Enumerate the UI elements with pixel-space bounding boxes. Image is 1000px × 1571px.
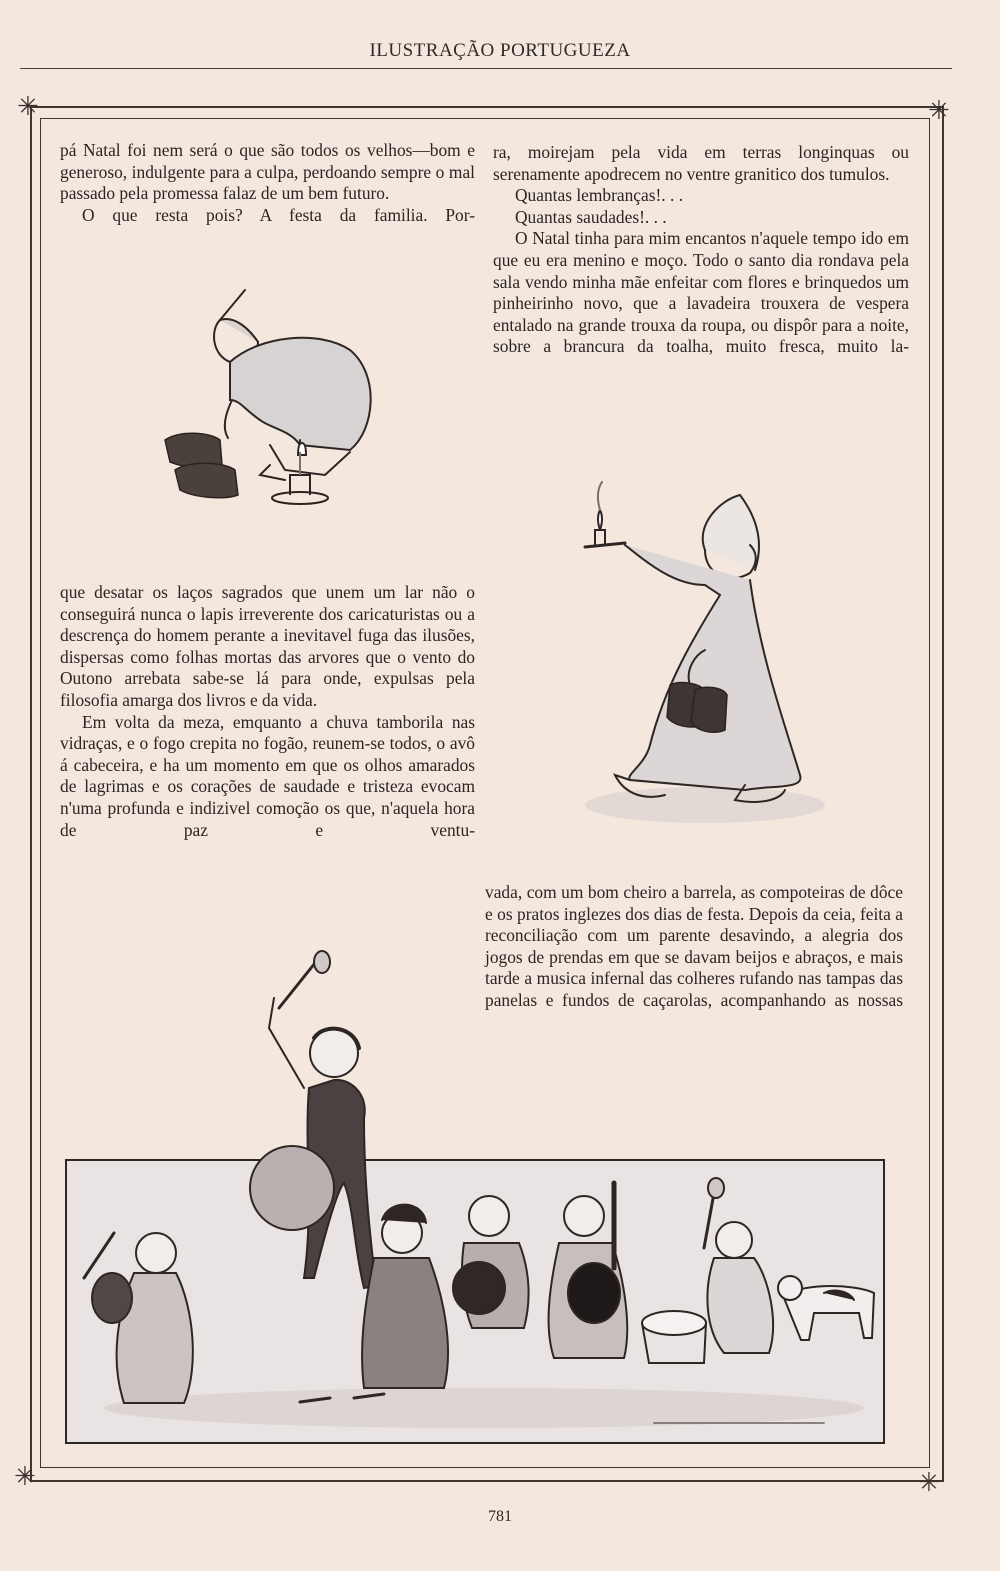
paragraph: Quantas saudades!. . . — [515, 206, 667, 227]
illustration-child-placing-shoes — [150, 280, 390, 520]
paragraph: O Natal tinha para mim encantos n'aquele tempo ido em que eu era menino e moço. Todo o santo dia rondava pela sala vendo minha mãe enfeitar com flores e brinquedos um pinheirinho novo, que a lavadeira trouxera de vespera entalado na grande trouxa da roupa, ou dispôr para a noite, sobre a brancura da toalha, muito fresca, muito la- — [493, 228, 909, 357]
paragraph: ra, moirejam pela vida em terras longinquas ou serenamente apodrecem no ventre granitico dos tumulos. — [493, 142, 909, 184]
corner-ornament-icon: ✳ — [918, 1468, 940, 1498]
illustration-child-with-candle — [555, 455, 835, 845]
page-number: 781 — [488, 1508, 512, 1525]
paragraph: que desatar os laços sagrados que unem um lar não o conseguirá nunca o lapis irreverente dos caricaturistas ou a descrença do homem perante a inevitavel fuga das ilusões, dispersas como folhas mortas das arvores que o vento do Outono arrebata sabe-se lá para onde, expulsas pela filosofia amarga dos livros e da vida. — [60, 582, 475, 710]
corner-ornament-icon: ✳ — [17, 92, 39, 122]
corner-ornament-icon: ✳ — [14, 1462, 36, 1492]
text-column-right-top — [493, 142, 909, 358]
paragraph: vada, com um bom cheiro a barrela, as compoteiras de dôce e os pratos inglezes dos dias de festa. Depois da ceia, feita a reconciliação com um parente desavindo, a alegria dos jogos de prendas em que se davam beijos e abraços, e mais tarde a musica infernal das colheres rufando nas tampas das panelas e fundos de caçarolas, acompanhando as nossas — [485, 882, 903, 1010]
header-rule — [20, 68, 952, 69]
running-header: ILUSTRAÇÃO PORTUGUEZA — [369, 40, 631, 61]
text-column-left-top — [60, 140, 475, 226]
corner-ornament-icon: ✳ — [928, 96, 950, 126]
paragraph: O que resta pois? A festa da familia. Por- — [82, 204, 475, 225]
paragraph: pá Natal foi nem será o que são todos os velhos—bom e generoso, indulgente para a culpa, perdoando sempre o mal passado pela promessa falaz de um bem futuro. — [60, 140, 475, 204]
paragraph: Quantas lembranças!. . . — [515, 185, 684, 206]
text-column-left-middle — [60, 582, 475, 841]
paragraph: Em volta da meza, emquanto a chuva tamborila nas vidraças, e o fogo crepita no fogão, reunem-se todos, o avô á cabeceira, e ha um momento em que os olhos amarados de lagrimas e os corações de saudade e tristeza evocam n'uma profunda e indizivel comoção os que, n'aquela hora de paz e ventu- — [60, 711, 475, 840]
illustration-kitchen-band-parade — [64, 948, 888, 1448]
